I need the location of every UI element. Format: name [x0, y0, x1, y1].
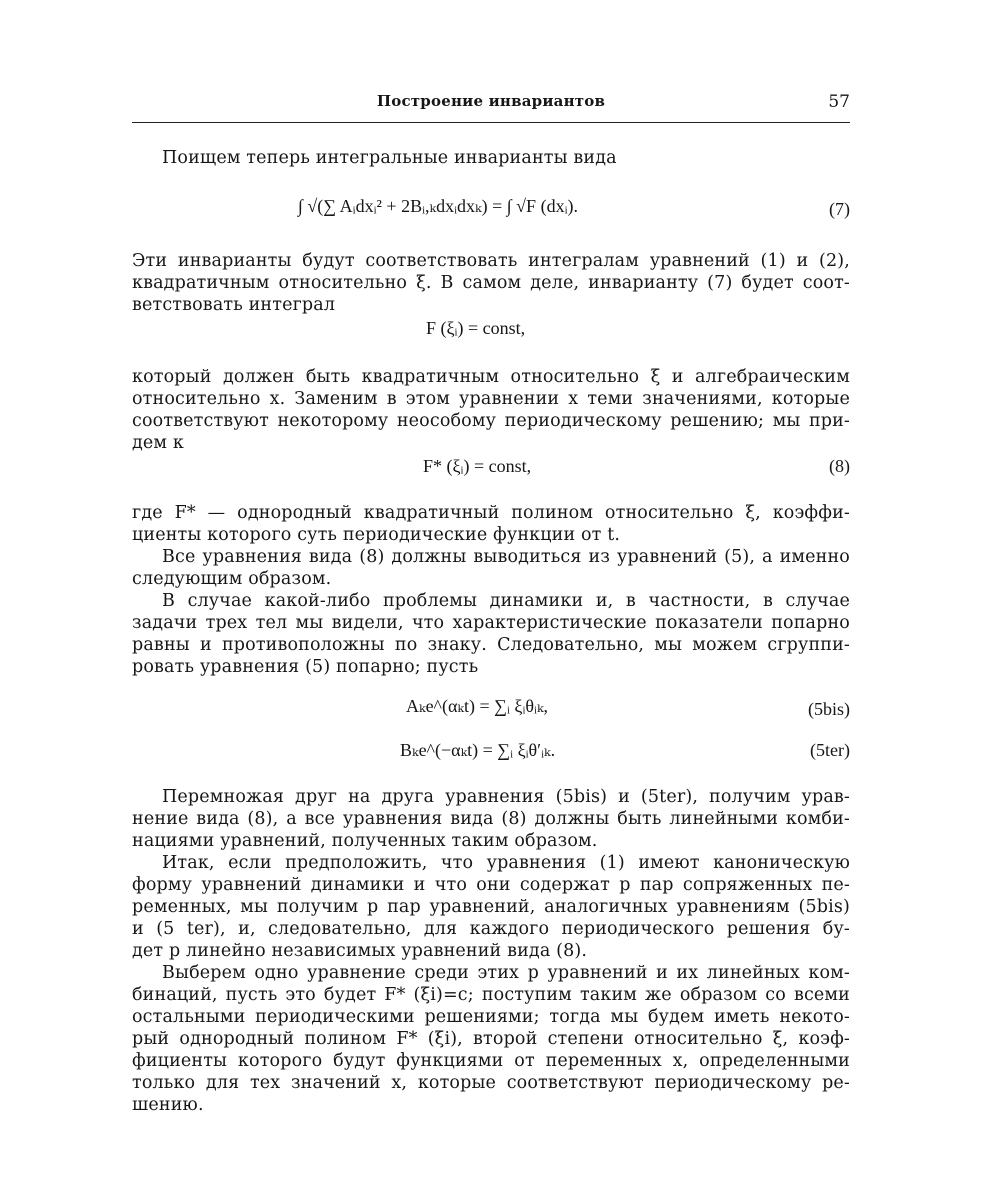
- text-line: который должен быть квадратичным относительно ξ и алгебраическим: [132, 367, 850, 387]
- equation-5ter-label: (5ter): [810, 740, 850, 760]
- text-line: нение вида (8), а все уравнения вида (8) должны быть линейными комби-: [132, 809, 850, 829]
- text-line: квадратичным относительно ξ. В самом деле, инварианту (7) будет соот-: [132, 273, 850, 293]
- text-line: задачи трех тел мы видели, что характеристические показатели попарно: [132, 613, 850, 633]
- text-line: циенты которого суть периодические функции от t.: [132, 525, 621, 545]
- text-line: Все уравнения вида (8) должны выводиться из уравнений (5), а именно: [162, 547, 850, 567]
- text-line: бинаций, пусть это будет F* (ξi)=c; поступим таким же образом со всеми: [132, 985, 850, 1005]
- text-line: дем к: [132, 433, 184, 453]
- text-line: В случае какой-либо проблемы динамики и, в частности, в случае: [162, 591, 850, 611]
- equation-5bis: Aₖe^(αₖt) = ∑ᵢ ξᵢθᵢₖ,: [406, 696, 549, 716]
- page-number: 57: [828, 92, 850, 112]
- text-line: Поищем теперь интегральные инварианты вида: [162, 148, 617, 168]
- text-line: только для тех значений x, которые соответствуют периодическому ре-: [132, 1073, 850, 1093]
- equation-7-label: (7): [829, 199, 850, 219]
- text-line: ровать уравнения (5) попарно; пусть: [132, 657, 479, 677]
- equation-8-label: (8): [829, 456, 850, 476]
- equation-5ter: Bₖe^(−αₖt) = ∑ᵢ ξᵢθ′ᵢₖ.: [400, 740, 556, 760]
- text-line: Перемножая друг на друга уравнения (5bis) и (5ter), получим урав-: [162, 787, 850, 807]
- text-line: остальными периодическими решениями; тогда мы будем иметь некото-: [132, 1007, 850, 1027]
- equation-5bis-label: (5bis): [808, 699, 850, 719]
- text-line: относительно x. Заменим в этом уравнении x теми значениями, которые: [132, 389, 850, 409]
- text-line: равны и противоположны по знаку. Следовательно, мы можем сгруппи-: [132, 635, 850, 655]
- page-header: [132, 92, 850, 123]
- text-line: Эти инварианты будут соответствовать интегралам уравнений (1) и (2),: [132, 251, 850, 271]
- text-line: где F* — однородный квадратичный полином относительно ξ, коэффи-: [132, 503, 850, 523]
- text-line: Итак, если предположить, что уравнения (1) имеют каноническую: [162, 853, 850, 873]
- running-title: Построение инвариантов: [376, 92, 606, 110]
- text-line: соответствуют некоторому неособому периодическому решению; мы при-: [132, 411, 850, 431]
- text-line: шению.: [132, 1095, 204, 1115]
- text-line: следующим образом.: [132, 569, 332, 589]
- text-line: ветствовать интеграл: [132, 295, 336, 315]
- equation-const: F (ξᵢ) = const,: [426, 318, 526, 338]
- text-line: рый однородный полином F* (ξi), второй степени относительно ξ, коэф-: [132, 1029, 850, 1049]
- text-line: форму уравнений динамики и что они содержат p пар сопряженных пе-: [132, 875, 850, 895]
- text-line: ременных, мы получим p пар уравнений, аналогичных уравнениям (5bis): [132, 897, 850, 917]
- text-line: фициенты которого будут функциями от переменных x, определенными: [132, 1051, 850, 1071]
- text-line: Выберем одно уравнение среди этих p уравнений и их линейных ком-: [162, 963, 850, 983]
- text-line: дет p линейно независимых уравнений вида (8).: [132, 941, 588, 961]
- text-line: нациями уравнений, полученных таким образом.: [132, 831, 598, 851]
- text-line: и (5 ter), и, следовательно, для каждого периодического решения бу-: [132, 919, 850, 939]
- equation-8: F* (ξᵢ) = const,: [423, 456, 532, 476]
- equation-7: ∫ √(∑ Aᵢdxᵢ² + 2Bᵢ,ₖdxᵢdxₖ) = ∫ √F (dxᵢ).: [298, 196, 579, 216]
